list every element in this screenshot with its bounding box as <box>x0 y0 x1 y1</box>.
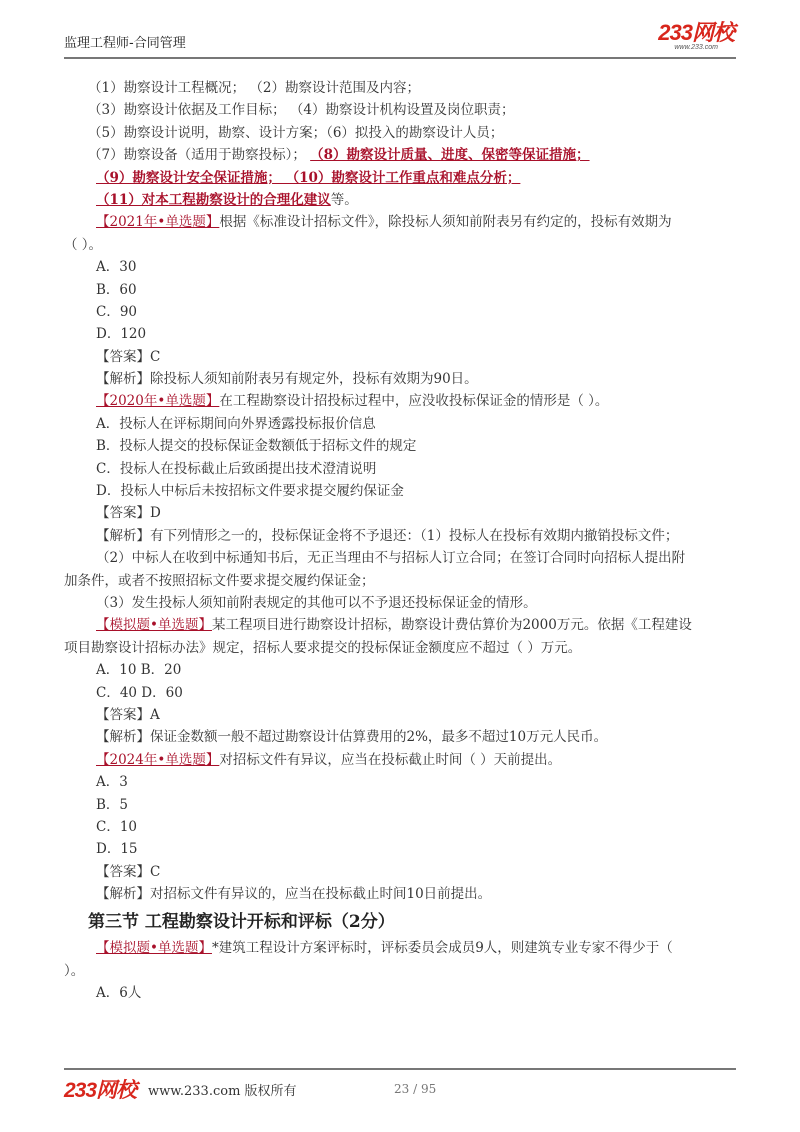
text-line <box>64 323 736 345</box>
text-segment: 对招标文件有异议，应当在投标截止时间（ ）天前提出。 <box>219 751 562 768</box>
text-segment: C．10 <box>96 818 138 835</box>
page-number: 23 / 95 <box>394 1082 437 1096</box>
text-segment: C．40 D．60 <box>96 684 183 701</box>
text-segment: 【解析】保证金数额一般不超过勘察设计估算费用的2%，最多不超过10万元人民币。 <box>96 729 608 746</box>
text-segment: （3）勘察设计依据及工作目标； （4）勘察设计机构设置及岗位职责； <box>88 102 515 119</box>
text-segment: （2）中标人在收到中标通知书后，无正当理由不与招标人订立合同；在签订合同时向招标人提出附 <box>96 550 686 567</box>
text-block-2 <box>64 937 736 1004</box>
text-line <box>64 189 736 211</box>
text-segment: 【答案】C <box>96 863 161 880</box>
text-line <box>64 816 736 838</box>
question-tag: 【2021年•单选题】 <box>96 214 220 231</box>
text-segment: 【答案】C <box>96 348 161 365</box>
text-line <box>64 794 736 816</box>
text-line <box>64 256 736 278</box>
text-line <box>64 346 736 368</box>
text-line <box>64 682 736 704</box>
brand-logo <box>658 22 734 51</box>
text-segment: A．6人 <box>96 985 142 1002</box>
text-line <box>64 838 736 860</box>
text-block-1 <box>64 77 736 905</box>
text-line <box>64 547 736 569</box>
text-line <box>64 659 736 681</box>
text-segment: （7）勘察设备（适用于勘察投标）； <box>88 147 311 164</box>
text-segment: D．15 <box>96 841 138 858</box>
question-tag: 【模拟题•单选题】 <box>96 940 212 957</box>
text-line <box>64 167 736 189</box>
text-line <box>64 144 736 166</box>
text-segment: B．投标人提交的投标保证金数额低于招标文件的规定 <box>96 438 417 455</box>
text-line <box>64 937 736 959</box>
text-line <box>64 704 736 726</box>
text-segment: A．3 <box>96 774 128 791</box>
footer-copyright: www.233.com 版权所有 <box>148 1083 297 1099</box>
text-segment: 【解析】有下列情形之一的，投标保证金将不予退还：（1）投标人在投标有效期内撤销投标文件； <box>96 527 679 544</box>
text-segment: 等。 <box>330 191 358 208</box>
text-segment: （5）勘察设计说明，勘察、设计方案；（6）拟投入的勘察设计人员； <box>88 124 504 141</box>
text-line <box>64 592 736 614</box>
text-line <box>64 982 736 1004</box>
text-line <box>64 570 736 592</box>
highlighted-text: （9）勘察设计安全保证措施； （10）勘察设计工作重点和难点分析； <box>96 169 521 186</box>
footer-divider <box>64 1068 736 1070</box>
text-segment: （ ）。 <box>64 236 103 253</box>
text-segment: 在工程勘察设计招投标过程中，应没收投标保证金的情形是（ ）。 <box>219 393 609 410</box>
text-segment: 加条件，或者不按照招标文件要求提交履约保证金； <box>64 572 375 589</box>
text-segment: A．投标人在评标期间向外界透露投标报价信息 <box>96 415 376 432</box>
text-line <box>64 234 736 256</box>
footer-logo: 233网校 <box>64 1079 137 1102</box>
text-line <box>64 279 736 301</box>
text-line <box>64 525 736 547</box>
text-segment: 【解析】除投标人须知前附表另有规定外，投标有效期为90日。 <box>96 371 478 388</box>
text-segment: 根据《标准设计招标文件》，除投标人须知前附表另有约定的，投标有效期为 <box>219 214 672 231</box>
text-line <box>64 749 736 771</box>
text-line <box>64 211 736 233</box>
text-line <box>64 960 736 982</box>
text-line <box>64 771 736 793</box>
text-line <box>64 861 736 883</box>
highlighted-text: （8）勘察设计质量、进度、保密等保证措施； <box>310 147 590 164</box>
text-segment: D．投标人中标后未按招标文件要求提交履约保证金 <box>96 483 404 500</box>
text-segment: *建筑工程设计方案评标时，评标委员会成员9人，则建筑专业专家不得少于（ <box>211 940 673 957</box>
text-segment: A．30 <box>96 259 137 276</box>
text-segment: D．120 <box>96 326 147 343</box>
text-line <box>64 301 736 323</box>
text-segment: 某工程项目进行勘察设计招标，勘察设计费估算价为2000万元。依据《工程建设 <box>211 617 692 634</box>
text-segment: B．60 <box>96 281 137 298</box>
question-tag: 【模拟题•单选题】 <box>96 617 212 634</box>
header-divider <box>64 57 736 59</box>
section-heading: 第三节 工程勘察设计开标和评标（2分） <box>88 912 395 933</box>
text-segment: 【解析】对招标文件有异议的，应当在投标截止时间10日前提出。 <box>96 886 492 903</box>
text-line <box>64 502 736 524</box>
footer <box>64 1074 437 1104</box>
highlighted-text: （11）对本工程勘察设计的合理化建议 <box>96 191 331 208</box>
document-title: 监理工程师-合同管理 <box>64 36 186 51</box>
text-line <box>64 368 736 390</box>
text-line <box>64 390 736 412</box>
text-segment: C．90 <box>96 303 138 320</box>
text-segment: 项目勘察设计招标办法》规定，招标人要求提交的投标保证金额度应不超过（ ）万元。 <box>64 639 582 656</box>
text-line <box>64 122 736 144</box>
text-segment: C．投标人在投标截止后致函提出技术澄清说明 <box>96 460 377 477</box>
text-segment: 【答案】A <box>96 706 160 723</box>
text-segment: B．5 <box>96 796 129 813</box>
logo-url: www.233.com <box>674 44 718 51</box>
text-line <box>64 726 736 748</box>
text-line <box>64 637 736 659</box>
text-line <box>64 77 736 99</box>
text-line <box>64 614 736 636</box>
text-line <box>64 413 736 435</box>
text-segment: （3）发生投标人须知前附表规定的其他可以不予退还投标保证金的情形。 <box>96 594 537 611</box>
text-segment: ）。 <box>64 962 85 979</box>
text-line <box>64 480 736 502</box>
logo-text: 233网校 <box>658 20 734 45</box>
text-segment: A．10 B．20 <box>96 662 182 679</box>
text-line <box>64 458 736 480</box>
text-segment: （1）勘察设计工程概况； （2）勘察设计范围及内容； <box>88 80 420 96</box>
text-line <box>64 435 736 457</box>
text-line <box>64 883 736 905</box>
text-line <box>64 99 736 121</box>
question-tag: 【2020年•单选题】 <box>96 393 220 410</box>
text-segment: 【答案】D <box>96 505 161 522</box>
page-content <box>64 77 736 1005</box>
question-tag: 【2024年•单选题】 <box>96 751 220 768</box>
